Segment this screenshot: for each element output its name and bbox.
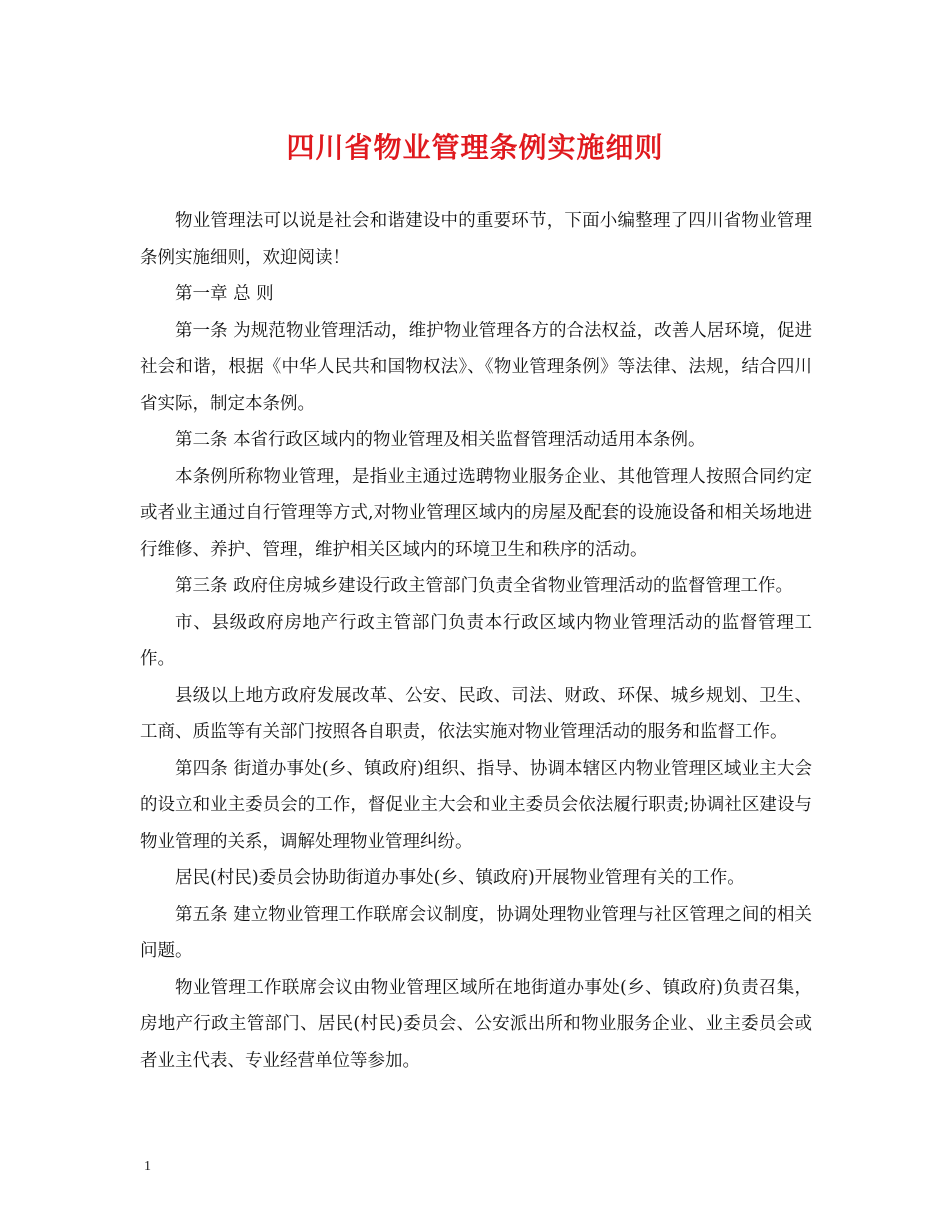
article-3-paragraph: 第三条 政府住房城乡建设行政主管部门负责全省物业管理活动的监督管理工作。 [175, 576, 794, 596]
page-number: 1 [144, 1159, 151, 1174]
article-2-definition-paragraph: 本条例所称物业管理，是指业主通过选聘物业服务企业、其他管理人按照合同约定或者业主通过自行管理等方式,对物业管理区域内的房屋及配套的设施设备和相关场地进行维修、养护、管理，维护相关区域内的环境卫生和秩序的活动。 [140, 466, 812, 560]
intro-paragraph: 物业管理法可以说是社会和谐建设中的重要环节，下面小编整理了四川省物业管理条例实施细则，欢迎阅读！ [140, 211, 812, 268]
article-5-paragraph: 第五条 建立物业管理工作联席会议制度，协调处理物业管理与社区管理之间的相关问题。 [140, 904, 812, 961]
chapter-heading: 第一章 总 则 [175, 284, 274, 304]
article-1-paragraph: 第一条 为规范物业管理活动，维护物业管理各方的合法权益，改善人居环境，促进社会和谐，根据《中华人民共和国物权法》、《物业管理条例》等法律、法规，结合四川省实际，制定本条例。 [140, 320, 812, 414]
article-3-city-county-paragraph: 市、县级政府房地产行政主管部门负责本行政区域内物业管理活动的监督管理工作。 [140, 612, 812, 669]
article-4-committee-paragraph: 居民(村民)委员会协助街道办事处(乡、镇政府)开展物业管理有关的工作。 [175, 868, 745, 888]
article-2-paragraph: 第二条 本省行政区域内的物业管理及相关监督管理活动适用本条例。 [175, 430, 706, 450]
article-3-departments-paragraph: 县级以上地方政府发展改革、公安、民政、司法、财政、环保、城乡规划、卫生、工商、质监等有关部门按照各自职责，依法实施对物业管理活动的服务和监督工作。 [140, 685, 812, 742]
article-5-meeting-paragraph: 物业管理工作联席会议由物业管理区域所在地街道办事处(乡、镇政府)负责召集，房地产行政主管部门、居民(村民)委员会、公安派出所和物业服务企业、业主委员会或者业主代表、专业经营单位等参加。 [140, 977, 812, 1071]
document-body [140, 203, 812, 1079]
article-4-paragraph: 第四条 街道办事处(乡、镇政府)组织、指导、协调本辖区内物业管理区域业主大会的设立和业主委员会的工作，督促业主大会和业主委员会依法履行职责;协调社区建设与物业管理的关系，调解处理物业管理纠纷。 [140, 758, 812, 852]
page-title: 四川省物业管理条例实施细则 [286, 131, 664, 164]
